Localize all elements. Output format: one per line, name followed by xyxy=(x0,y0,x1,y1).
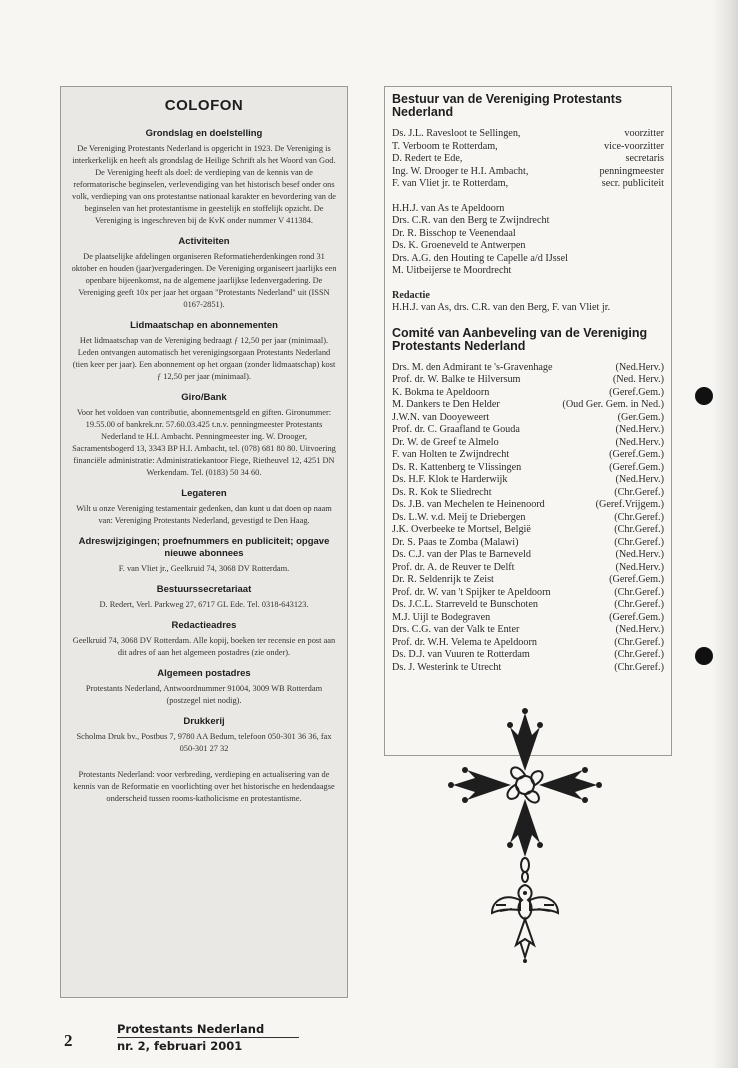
officer-row xyxy=(392,178,664,191)
comite-name: Ds. R. Kok te Sliedrecht xyxy=(392,486,492,498)
section-heading: Algemeen postadres xyxy=(157,668,251,679)
redactie-text: H.H.J. van As, drs. C.R. van den Berg, F. van Vliet jr. xyxy=(392,302,611,313)
comite-name: Prof. dr. A. de Reuver te Delft xyxy=(392,561,515,573)
section-heading: Activiteiten xyxy=(178,236,230,247)
comite-row xyxy=(392,649,664,662)
scan-shadow-edge xyxy=(712,0,738,1068)
redactie-label: Redactie xyxy=(392,289,430,301)
comite-name: Ds. C.J. van der Plas te Barneveld xyxy=(392,549,531,560)
bestuur-title: Bestuur van de Vereniging Protestants Nederland xyxy=(392,92,622,119)
comite-church: (Chr.Geref.) xyxy=(614,636,664,648)
comite-name: Drs. M. den Admirant te 's-Gravenhage xyxy=(392,361,553,373)
comite-church: (Ned.Herv.) xyxy=(615,624,664,635)
comite-name: Drs. C.G. van der Valk te Enter xyxy=(392,624,520,635)
members-list xyxy=(392,203,664,278)
comite-row xyxy=(392,549,664,562)
comite-name: Ds. J.C.L. Starreveld te Bunschoten xyxy=(392,599,538,610)
binder-hole-top xyxy=(695,387,713,405)
comite-row xyxy=(392,512,664,525)
comite-row xyxy=(392,449,664,462)
comite-name: Dr. S. Paas te Zomba (Malawi) xyxy=(392,536,519,548)
section-text: Het lidmaatschap van de Vereniging bedraagt ƒ 12,50 per jaar (minimaal). Leden ontvangen automatisch het verenigingsorgaan Protestants Nederland (tien keer per jaar). Een abonnement op het orgaan (zonder lidmaatschap) kost ƒ 12,50 per jaar (minimaal). xyxy=(72,336,336,381)
officer-role: voorzitter xyxy=(624,128,664,139)
comite-church: (Chr.Geref.) xyxy=(614,649,664,660)
colofon-title: COLOFON xyxy=(164,97,244,114)
comite-row xyxy=(392,662,664,675)
comite-name: F. van Holten te Zwijndrecht xyxy=(392,449,510,460)
footer-rule xyxy=(117,1037,299,1038)
member-item: Drs. C.R. van den Berg te Zwijndrecht xyxy=(392,215,550,226)
comite-row xyxy=(392,612,664,625)
comite-name: J.W.N. van Dooyeweert xyxy=(392,411,490,423)
comite-church: (Geref.Gem.) xyxy=(609,386,664,398)
section-heading: Redactieadres xyxy=(171,620,237,631)
officer-row xyxy=(392,166,664,179)
comite-name: Ds. D.J. van Vuuren te Rotterdam xyxy=(392,649,530,660)
comite-name: Ds. J.B. van Mechelen te Heinenoord xyxy=(392,499,545,510)
section-text: F. van Vliet jr., Geelkruid 74, 3068 DV Rotterdam. xyxy=(118,564,290,573)
comite-title: Comité van Aanbeveling van de Vereniging Protestants Nederland xyxy=(392,325,648,353)
comite-name: Prof. dr. C. Graafland te Gouda xyxy=(392,424,520,435)
comite-row xyxy=(392,499,664,512)
comite-row xyxy=(392,524,664,537)
comite-row xyxy=(392,362,664,375)
comite-church: (Chr.Geref.) xyxy=(614,586,664,598)
comite-name: Dr. W. de Greef te Almelo xyxy=(392,436,499,448)
section-heading: Giro/Bank xyxy=(181,392,227,403)
comite-row xyxy=(392,462,664,475)
closing-statement: Protestants Nederland: voor verbreding, verdieping en actualisering van de kennis van de Reformatie en voorlichting over het historische en hedendaagse onderscheid tussen rooms-katholicisme en protestantisme. xyxy=(73,770,335,803)
comite-row xyxy=(392,474,664,487)
comite-church: (Chr.Geref.) xyxy=(614,524,664,535)
section-text: D. Redert, Verl. Parkweg 27, 6717 GL Ede. Tel. 0318-643123. xyxy=(99,600,309,609)
comite-name: J.K. Overbeeke te Mortsel, België xyxy=(392,524,531,535)
comite-row xyxy=(392,587,664,600)
section-text: Protestants Nederland, Antwoordnummer 91004, 3009 WB Rotterdam (postzegel niet nodig). xyxy=(85,684,323,705)
colofon-box xyxy=(60,86,348,998)
issue-label: nr. 2, februari 2001 xyxy=(117,1039,243,1053)
section-text: Voor het voldoen van contributie, abonnementsgeld en giften. Gironummer: 19.55.00 of bankrek.nr. 57.60.03.425 t.n.v. penningmeester Protestants Nederland te H.I. Ambacht. Penningmeester ing. W. Drooger, Sacramentsbogerd 13, 3343 BP H.I. Ambacht, tel. (078) 681 80 80. Uitvoering financiële administratie: Administratiekantoor Fiege, Rietheuvel 12, 4251 DN Werkendam. Tel. (0183) 50 34 60. xyxy=(72,408,336,477)
comite-row xyxy=(392,387,664,400)
section-text: De Vereniging Protestants Nederland is opgericht in 1923. De Vereniging is interkerkelijk en heeft als grondslag de Heilige Schrift als het Woord van God. De Vereniging heeft als doel: de verdieping van de kennis van de reformatorische beginselen, verlevendiging van het historisch besef onder ons volk, verdieping van ons protestantse nationaal karakter en bevordering van de beginselen van het protestantisme in geestelijk en stoffelijk opzicht. De Vereniging is ingeschreven bij de KvK onder nummer V 411384. xyxy=(72,144,336,225)
comite-row xyxy=(392,637,664,650)
comite-row xyxy=(392,437,664,450)
comite-list xyxy=(392,362,664,675)
huguenot-cross-icon xyxy=(430,705,620,990)
section-text: Scholma Druk bv., Postbus 7, 9780 AA Bedum, telefoon 050-301 36 36, fax 050-301 27 32 xyxy=(76,732,332,753)
section-text: Geelkruid 74, 3068 DV Rotterdam. Alle kopij, boeken ter recensie en post aan dit adres of aan het algemeen postadres (zie onder). xyxy=(72,636,336,657)
binder-hole-bottom xyxy=(695,647,713,665)
comite-row xyxy=(392,399,664,412)
comite-name: Ds. R. Kattenberg te Vlissingen xyxy=(392,461,522,473)
comite-church: (Chr.Geref.) xyxy=(614,536,664,548)
comite-church: (Ger.Gem.) xyxy=(617,411,664,423)
comite-church: (Ned.Herv.) xyxy=(615,424,664,435)
comite-church: (Oud Ger. Gem. in Ned.) xyxy=(562,399,664,410)
member-item: H.H.J. van As te Apeldoorn xyxy=(392,202,505,214)
comite-name: Ds. H.F. Klok te Harderwijk xyxy=(392,474,508,485)
comite-church: (Ned.Herv.) xyxy=(615,361,664,373)
section-heading: Lidmaatschap en abonnementen xyxy=(130,320,278,331)
comite-church: (Chr.Geref.) xyxy=(614,511,664,523)
section-text: Wilt u onze Vereniging testamentair gedenken, dan kunt u dat doen op naam van: Vereniging Protestants Nederland, gevestigd te Den Haag. xyxy=(76,504,332,525)
officer-role: vice-voorzitter xyxy=(604,140,664,152)
section-heading: Adreswijzigingen; proefnummers en publiciteit; opgave nieuwe abonnees xyxy=(78,536,330,559)
comite-name: M. Dankers te Den Helder xyxy=(392,399,500,410)
officer-row xyxy=(392,153,664,166)
officer-role: secretaris xyxy=(625,153,664,164)
section-heading: Grondslag en doelstelling xyxy=(145,128,263,139)
officer-name: Ing. W. Drooger te H.I. Ambacht, xyxy=(392,165,529,177)
comite-church: (Ned.Herv.) xyxy=(615,561,664,573)
bestuur-box xyxy=(384,86,672,756)
officer-name: F. van Vliet jr. te Rotterdam, xyxy=(392,178,509,189)
comite-church: (Ned.Herv.) xyxy=(615,474,664,485)
member-item: Dr. R. Bisschop te Veenendaal xyxy=(392,227,516,239)
comite-row xyxy=(392,424,664,437)
comite-row xyxy=(392,562,664,575)
publication-title: Protestants Nederland xyxy=(117,1022,265,1036)
comite-church: (Ned.Herv.) xyxy=(615,549,664,560)
comite-church: (Chr.Geref.) xyxy=(614,661,664,673)
comite-row xyxy=(392,412,664,425)
comite-church: (Ned.Herv.) xyxy=(615,436,664,448)
member-item: M. Uitbeijerse te Moordrecht xyxy=(392,265,512,276)
comite-church: (Geref.Gem.) xyxy=(609,611,664,623)
comite-row xyxy=(392,537,664,550)
officer-name: Ds. J.L. Ravesloot te Sellingen, xyxy=(392,128,521,139)
officers-list xyxy=(392,128,664,191)
comite-church: (Chr.Geref.) xyxy=(614,486,664,498)
comite-church: (Ned. Herv.) xyxy=(612,374,664,385)
comite-church: (Geref.Gem.) xyxy=(609,449,664,460)
comite-name: K. Bokma te Apeldoorn xyxy=(392,386,490,398)
member-item: Drs. A.G. den Houting te Capelle a/d IJssel xyxy=(392,252,568,264)
comite-name: Prof. dr. W.H. Velema te Apeldoorn xyxy=(392,636,537,648)
officer-role: secr. publiciteit xyxy=(601,178,664,189)
comite-church: (Geref.Gem.) xyxy=(609,574,664,585)
comite-name: Ds. L.W. v.d. Meij te Driebergen xyxy=(392,511,526,523)
comite-name: Prof. dr. W. van 't Spijker te Apeldoorn xyxy=(392,586,551,598)
officer-row xyxy=(392,141,664,154)
comite-row xyxy=(392,624,664,637)
comite-row xyxy=(392,487,664,500)
officer-name: D. Redert te Ede, xyxy=(392,153,463,164)
comite-name: M.J. Uijl te Bodegraven xyxy=(392,611,491,623)
comite-name: Dr. R. Seldenrijk te Zeist xyxy=(392,574,494,585)
officer-row xyxy=(392,128,664,141)
officer-role: penningmeester xyxy=(599,165,664,177)
member-item: Ds. K. Groeneveld te Antwerpen xyxy=(392,240,526,251)
comite-row xyxy=(392,599,664,612)
comite-name: Ds. J. Westerink te Utrecht xyxy=(392,661,502,673)
comite-church: (Chr.Geref.) xyxy=(614,599,664,610)
page-number: 2 xyxy=(64,1031,73,1050)
comite-row xyxy=(392,574,664,587)
section-heading: Bestuurssecretariaat xyxy=(156,584,252,595)
comite-name: Prof. dr. W. Balke te Hilversum xyxy=(392,374,521,385)
comite-row xyxy=(392,374,664,387)
section-heading: Drukkerij xyxy=(183,716,225,727)
section-heading: Legateren xyxy=(181,488,227,499)
comite-church: (Geref.Gem.) xyxy=(609,461,664,473)
comite-church: (Geref.Vrijgem.) xyxy=(595,499,664,510)
officer-name: T. Verboom te Rotterdam, xyxy=(392,140,498,152)
section-text: De plaatselijke afdelingen organiseren Reformatieherdenkingen rond 31 oktober en houden (jaar)vergaderingen. De Vereniging organiseert jaarlijks een openbare bijeenkomst, na de algemene jaarlijkse ledenvergadering. De Vereniging geeft 10x per jaar het orgaan "Protestants Nederland" uit (ISSN 0167-2851). xyxy=(71,252,337,309)
